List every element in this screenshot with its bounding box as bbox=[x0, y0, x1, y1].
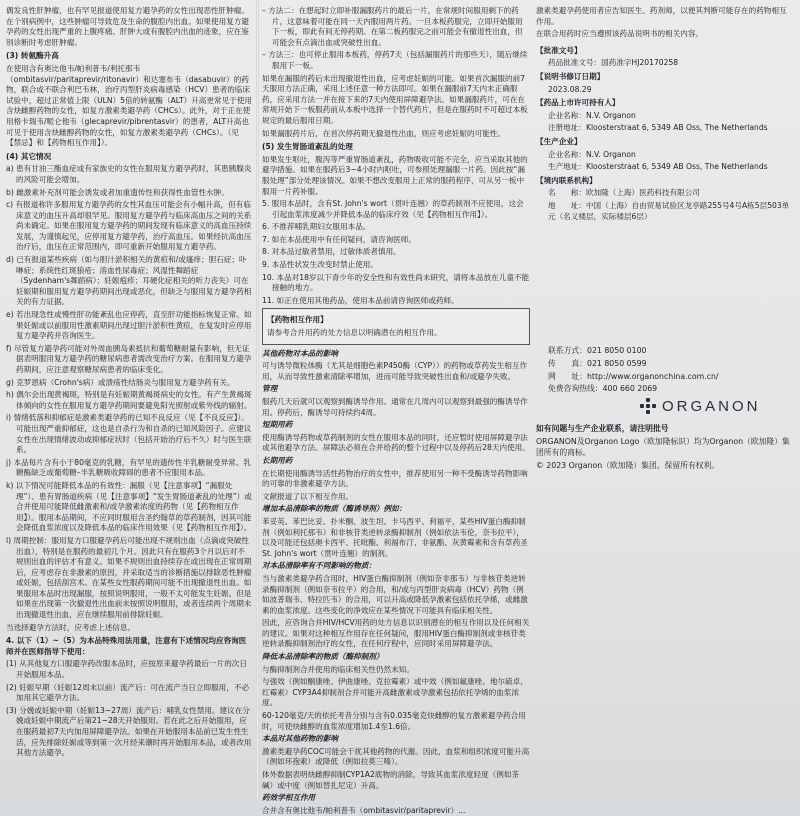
pharmacodynamic-heading: 药效学相互作用 bbox=[262, 793, 316, 803]
enzyme-inhibitors-text-3: 60-120毫克/天的依托考昔分别与含有0.035毫克炔雌醇的复方激素避孕药合用时，可使炔雌醇的血浆浓度增加1.4至1.6倍。 bbox=[262, 711, 526, 731]
contact-note: 如有问题与生产企业联系，请注明批号 bbox=[536, 424, 669, 433]
enzyme-inhibitors-text: 与酶抑制剂合并使用的临床相关性仍然未知。 bbox=[262, 664, 414, 674]
variable-effect-text-2: 因此，应咨询合并HIV/HCV用药的处方信息以识别潜在的相互作用以及任何相关的建议。如果对这种相互作用存在任何疑问，服用HIV蛋白酶抑制剂或非核苷类逆转录酶抑制剂治疗的女性，在任何疗程中，应同时采用屏障避孕法。 bbox=[262, 618, 530, 649]
leaflet-column-middle bbox=[262, 6, 530, 815]
note-item-10: 10. 本品对18岁以下青少年的安全性和有效性尚未研究，请将本品放在儿童不能接触的地方。 bbox=[262, 272, 530, 293]
liver-tumor-paragraph: 偶发良性肝肿瘤，也有罕见报道使用复方避孕药的女性出现恶性肝肿瘤。在个别病例中，这些肿瘤可导致危及生命的腹腔内出血。如果使用复方避孕药的女性出现严重的上腹疼痛、肝肿大或有腹腔内出血的迹象，应在鉴别诊断时考虑肝肿瘤。 bbox=[6, 6, 249, 47]
right-top-line-2: 在联合用药时应当遵照该药品说明书的相关内容。 bbox=[536, 29, 704, 39]
special-usage-heading: 4. 以下（1）~（5）为本品特殊用法用量，注意有下述情况均应咨询医师并在医师指导下使用： bbox=[6, 636, 247, 656]
manufacturer-heading: 【生产企业】 bbox=[536, 136, 582, 146]
missed-pill-method-2: – 方法二：在想起时立即补服漏服药片的最后一片，在常规时间服用剩下的药片，这意味着可能在同一天内服用两片药。一旦本板药服完，立即开始服用下一板，即此有间无停药期。在第二板药服完之前可能会有撤退性出血，但可能会有点滴出血或突破性出血。 bbox=[262, 6, 523, 47]
condition-item-k: k) 以下情况可能降低本品的有效性：漏服（见【注意事项】“漏服处理”）、患有胃肠道疾病（见【注意事项】“发生胃肠道紊乱的处理”）或合并使用可能降低雌激素和/或孕激素浓度的药物（见【药物相互作用】）。服用本品期间，不应同时服用含圣约翰草的草药制剂，因其可能会降低血浆浓度以及降低本品的临床作用效果（见【药物相互作用】）。 bbox=[6, 480, 252, 533]
special-usage-item-2: (2) 妊娠早期（妊娠12周末以前）流产后：可在流产当日立即服用，不必加用其它避孕方法。 bbox=[6, 682, 250, 703]
management-heading: 管理 bbox=[262, 384, 278, 394]
missed-pill-tail: 如果漏服药片后，在首次停药期无撤退性出血，则应考虑妊娠的可能性。 bbox=[262, 128, 505, 138]
enzyme-inhibitors-text-2: 与强效（例如酮康唑、伊曲康唑、克拉霉素）或中效（例如氟康唑、地尔硫卓、红霉素）CYP3A4抑制剂合并可能升高雌激素或孕激素包括依托孕烯的血浆浓度。 bbox=[262, 677, 528, 708]
contact-phone: 联系方式：021 8050 0100 bbox=[548, 346, 647, 355]
copyright-note: © 2023 Organon（欧加隆）集团。保留所有权利。 bbox=[536, 461, 720, 470]
contact-address: 地 址：中国（上海）自由贸易试验区龙亭路255号4号A栋5层503单元（名义楼层，实际楼层6层） bbox=[548, 200, 790, 221]
effect-on-others-text-2: 体外数据表明炔雌醇抑制CYP1A2底物的消除，导致其血浆浓度轻度（例如茶碱）或中度（例如替扎尼定）升高。 bbox=[262, 770, 520, 790]
mah-address: 注册地址：Kloosterstraat 6, 5349 AB Oss, The Netherlands bbox=[548, 123, 768, 133]
note-item-7: 7. 如在本品使用中有任何疑问，请咨询医师。 bbox=[262, 234, 416, 244]
literature-note: 文献报道了以下相互作用。 bbox=[262, 491, 354, 501]
domestic-contact-heading: 【境内联系机构】 bbox=[536, 175, 597, 185]
effect-on-others-heading: 本品对其他药物的影响 bbox=[262, 734, 338, 744]
contact-fax: 传 真：021 8050 0599 bbox=[548, 358, 647, 368]
mah-heading: 【药品上市许可持有人】 bbox=[536, 98, 620, 108]
mah-name: 企业名称：N.V. Organon bbox=[548, 110, 636, 120]
enzyme-inducers-text: 苯妥英、苯巴比妥、扑米酮、波生坦、卡马西平、利福平，某些HIV蛋白酶抑制剂（例如利托那韦）和非核苷类逆转录酶抑制剂（例如依法韦伦，奈韦拉平），以及可能还包括奥卡西平、托吡酯、利福布汀、非氨酯、灰黄霉素和含有草药圣St. John's wort（贯叶连翘）的制剂。 bbox=[262, 516, 528, 558]
note-item-6: 6. 不推荐哺乳期妇女服用本品。 bbox=[262, 222, 371, 232]
short-term-heading: 短期用药 bbox=[262, 420, 293, 430]
transaminase-paragraph: 在使用含有奥比他韦/帕利普韦/利托那韦（ombitasvir/paritaprevir/ritonavir）和达塞布韦（dasabuvir）的药物，联合或不联合利巴韦林，治疗丙型肝炎病毒感染（HCV）患者的临床试验中，超过正常值上限（ULN）5倍的转氨酶（ALT）升高更常见于使用含炔雌醇药物的女性，如复方激素类避孕药（CHCs）。此外，对于正在使用格卡瑞韦/哌仑他韦（glecaprevir/pibrentasvir）的患者，ALT升高也可见于使用含炔雌醇药物的女性，如复方激素类避孕药（CHCs）。（见【禁忌】和【药物相互作用】）。 bbox=[6, 63, 252, 148]
gi-disorder-paragraph: 如果发生呕吐，腹泻等严重胃肠道紊乱，药物吸收可能不完全，应当采取其他的避孕措施。如果在服药后3~4小时内呕吐，可参照处理漏服一片药。因此按“漏服处理”部分处理该情况。如果不想改变服用上正常的服药程序，可从另一板中服用一片药补服。 bbox=[262, 154, 528, 196]
missed-pill-note: 如果在漏服的药后未出现撤退性出血，应考虑妊娠的可能。如果首次漏服的前7天服用方法正确，采用上述任意一种方法即可。如果在漏服前7天内未正确服药，应采用方法一并在接下来的7天内使用屏障避孕法。如果漏服药片，可在在常规开始下一板服药前从本板中选择一个替代药片，但是在服药时不可超过本板规定的最后服用日期。 bbox=[262, 73, 528, 125]
special-usage-item-1: (1) 从其他复方口服避孕药改服本品时，应按原来避孕药最后一片的次日开始服用本品。 bbox=[6, 659, 247, 680]
manufacturer-address: 生产地址：Kloosterstraat 6, 5349 AB Oss, The Netherlands bbox=[548, 162, 768, 172]
gi-disorder-heading: (5) 发生胃肠道紊乱的处理 bbox=[262, 142, 353, 152]
interaction-heading: 【药物相互作用】 bbox=[267, 315, 328, 325]
transaminase-heading: (3) 转氨酶升高 bbox=[6, 51, 59, 61]
long-term-text: 在长期使用酶诱导活性药物治疗的女性中，推荐使用另一种不受酶诱导药物影响的可靠的非激素避孕方法。 bbox=[262, 468, 528, 489]
organon-logo bbox=[640, 396, 761, 416]
leaflet-column-left bbox=[6, 6, 252, 800]
condition-item-a: a) 患有甘油三酯血症或有家族史的女性在服用复方避孕药时，其患胰腺炎的风险可能会增加。 bbox=[6, 164, 252, 184]
note-item-11: 11. 如正在使用其他药品，使用本品前请咨询医师或药师。 bbox=[262, 295, 459, 305]
condition-item-j: j) 本品每片含有小于80毫克的乳糖，有罕见的遗传性半乳糖耐受异常、乳糖酶缺乏或葡萄糖–半乳糖吸收障碍的患者不应服用本品。 bbox=[6, 457, 251, 478]
condition-item-g: g) 克罗恩病（Crohn's病）或溃疡性结肠炎与服用复方避孕药有关。 bbox=[6, 377, 235, 387]
management-text: 服药几天后就可以观察到酶诱导作用。通常在几周内可以观察到最强的酶诱导作用。停药后，酶诱导可持续约4周。 bbox=[262, 397, 528, 417]
special-usage-item-3: (3) 分娩或妊娠中期（妊娠13~27周）流产后：哺乳女性禁用。建议在分娩或妊娠中期流产后第21~28天开始服用。若在此之后开始服用，应在服药最初7天内加用屏障避孕法。如果在开始服用本品前已发生性生活，应先排除妊娠或等到第一次月经来潮时再开始服用本品，或者改用其他方法避孕。 bbox=[6, 705, 252, 758]
approval-heading: 【批准文号】 bbox=[536, 45, 582, 55]
note-item-9: 9. 本品性状发生改变时禁止使用。 bbox=[262, 260, 378, 270]
manufacturer-name: 企业名称：N.V. Organon bbox=[548, 149, 636, 159]
pharmacodynamic-text: 合并含有奥比他韦/帕利普韦（ombitasvir/paritaprevir）... bbox=[262, 805, 466, 815]
other-drugs-effect-heading: 其他药物对本品的影响 bbox=[262, 348, 338, 358]
condition-item-i: i) 情绪低落和抑郁症是激素类避孕药的已知不良反应（见【不良反应】）。可能出现严重抑郁症，这也是自杀行为和自杀的已知风险因子。应建议女性在出现情绪波动或抑郁症状时（包括开始治疗后不久）时与医生联系。 bbox=[6, 413, 252, 455]
enzyme-inhibitors-heading: 降低本品清除率的物质（酶抑制剂） bbox=[262, 652, 384, 662]
condition-item-e: e) 若出现急性或慢性肝功能紊乱也应停药，直至肝功能指标恢复正常。如果妊娠或以前服用性激素期间出现过胆汁淤积性黄疸，在复发时应停用复方避孕药并咨询医生。 bbox=[6, 310, 252, 341]
approval-text: 药品批准文号：国药准字HJ20170258 bbox=[548, 58, 679, 68]
short-term-text: 使用酶诱导药物或草药制剂的女性在服用本品的同时，还应暂时使用屏障避孕法或其他避孕方法。屏障法必须在合并给药的整个过程中以及停药后28天内使用。 bbox=[262, 432, 530, 453]
missed-pill-method-3: – 方法三：也可停止服用本板药，停药7天（包括漏服药片的那些天），随后继续服用下一板。 bbox=[262, 50, 528, 70]
choose-method-note: 当选择避孕方法时，应考虑上述信息。 bbox=[6, 622, 136, 632]
condition-item-l: l) 周期控制：服用复方口服避孕药后可能出现不规则出血（点滴或突破性出血），特别是在服药的最初几个月。因此只有在服药3个月以后对不规则出血的评估才有意义。如果不规则出血持续存在或出现在正常周期后，应考虑存在非激素的原因，并采取适当的诊断措施以排除恶性肿瘤或妊娠，包括刮宫术。在某些女性服药期间可能不出现撤退性出血。如果服用本品时出现漏服，按照说明服用，一般不太可能发生妊娠。但是如果在出现第一次撤退性出血前未按照说明服用，或者连续两个周期未出现撤退性出血，应在继续服用前排除妊娠。 bbox=[6, 535, 252, 620]
enzyme-inducers-heading: 增加本品清除率的物质（酶诱导剂）例如： bbox=[262, 504, 407, 514]
right-top-line-1: 激素类避孕药使用者应告知医生、药剂师，以便其判断可能存在的药物相互作用。 bbox=[536, 6, 787, 26]
organon-brand-text: ORGANON bbox=[662, 397, 761, 415]
variable-effect-text: 当与激素类避孕药合用时，HIV蛋白酶抑制剂（例如奈非那韦）与非核苷类逆转录酶抑制剂（例如奈韦拉平）的合用，和/或与丙型肝炎病毒（HCV）药物（例如波普瑞韦、特拉匹韦）的合用，可以升高或降低孕激素包括依托孕烯，或雌激素的血浆浓度。这些变化的净效应在某些情况下可能具有临床相关性。 bbox=[262, 573, 528, 615]
condition-item-c: c) 有报道称许多服用复方避孕药的女性其血压可能会有小幅升高，但有临床意义的血压升高却很罕见。服用复方避孕药与临床高血压之间的关系尚未确定。如果在服用复方避孕药的期间发现有临床意义的高血压持续发展，为谨慎起见，应停用复方避孕药，治疗高血压。如果经抗高血压治疗后，血压在正常范围内，即可重新开始服用复方避孕药。 bbox=[6, 200, 252, 252]
condition-item-d: d) 已有报道某些疾病（如与胆汁淤积相关的黄疸和/或瘙痒；胆石症；卟啉症；系统性红斑狼疮；溶血性尿毒症；风湿性舞蹈症（Sydenham's舞蹈病）；妊娠疱疹；耳硬化症相关的听力丧失）可在妊娠期和服用复方避孕药期间出现或恶化，但缺乏与服用复方避孕药相关的有力证据。 bbox=[6, 255, 252, 307]
contact-name: 名 称：欧加隆（上海）医药科技有限公司 bbox=[548, 188, 700, 198]
note-item-5: 5. 服用本品时，含有St. John's wort（贯叶连翘）的草药制剂不应使用，这会引起血浆浓度减少并降低本品的临床疗效（见【药物相互作用】）。 bbox=[262, 199, 524, 219]
condition-item-h: h) 偶尔会出现黄褐斑，特别是有妊娠期黄褐斑病史的女性。有产生黄褐斑体倾向的女性在服用复方避孕药期间要避免阳光照射或紫外线的辐射。 bbox=[6, 390, 252, 410]
long-term-heading: 长期用药 bbox=[262, 455, 293, 465]
contact-website: 网 址：http://www.organonchina.com.cn/ bbox=[548, 371, 719, 381]
other-conditions-heading: (4) 其它情况 bbox=[6, 151, 52, 161]
condition-item-b: b) 雌激素补充剂可能会诱发或者加重遗传性和获得性血管性水肿。 bbox=[6, 187, 229, 197]
organon-logo-icon bbox=[640, 398, 656, 414]
revision-date: 2023.08.29 bbox=[548, 84, 592, 94]
legal-block bbox=[536, 423, 792, 800]
condition-item-f: f) 尽管复方避孕药可能对外周血胰岛素抵抗和葡萄糖耐量有影响，但无证据表明服用复方避孕药的糖尿病患者需改变治疗方案。在服用复方避孕药期间，应注意观察糖尿病患者的临床变化。 bbox=[6, 343, 252, 374]
leaflet-column-right bbox=[536, 6, 792, 242]
other-drugs-effect-text: 可与诱导微粒体酶（尤其是细胞色素P450酶（CYP））的药物或草药发生相互作用，从而导致性激素清除率增加，进而可能导致突破性出血和/或避孕失败。 bbox=[262, 361, 528, 381]
contact-hotline: 免费咨询热线：400 660 2069 bbox=[548, 384, 658, 394]
note-item-8: 8. 对本品过敏者禁用，过敏体质者慎用。 bbox=[262, 247, 401, 257]
interaction-intro: 请参考合并用药的处方信息以明确潜在的相互作用。 bbox=[267, 328, 442, 338]
variable-effect-heading: 对本品清除率有不同影响的物质： bbox=[262, 561, 376, 571]
interaction-box bbox=[262, 308, 530, 344]
page-fold-divider bbox=[256, 0, 259, 800]
trademark-note: ORGANON及Organon Logo（欧加隆标识）均为Organon（欧加隆）集团所有的商标。 bbox=[536, 437, 790, 457]
effect-on-others-text: 激素类避孕药COC可能会干扰其他药物的代谢。因此，血浆和组织浓度可能升高（例如环孢素）或降低（例如拉莫三嗪）。 bbox=[262, 746, 530, 767]
revision-heading: 【说明书修订日期】 bbox=[536, 71, 605, 81]
